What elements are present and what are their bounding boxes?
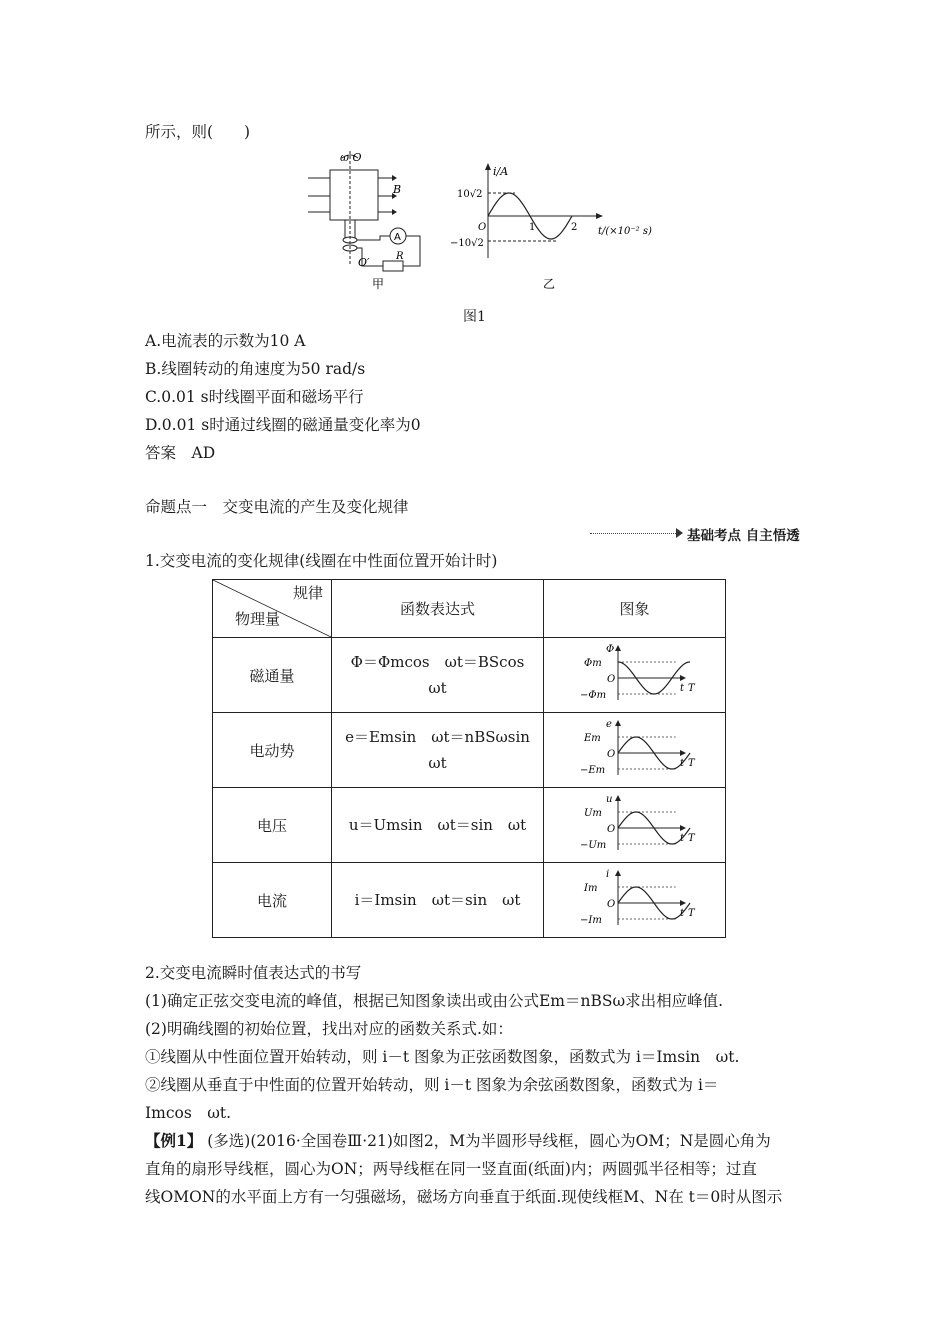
item2-line: Imcos ωt. — [145, 1104, 232, 1122]
section-title: 命题点一 交变电流的产生及变化规律 — [145, 498, 409, 516]
graph-label-T: T — [687, 683, 695, 694]
figure-left-label: 甲 — [372, 277, 385, 291]
row-formula: Φ＝Φmcos ωt＝BScos — [350, 653, 525, 671]
axis-arrow-icon — [615, 720, 621, 726]
resistor-label: R — [396, 251, 404, 262]
graph-label-max: Im — [583, 883, 597, 894]
o-prime-label: O′ — [358, 256, 370, 269]
graph-label-y: e — [605, 719, 612, 730]
row-formula: i＝Imsin ωt＝sin ωt — [354, 891, 521, 909]
banner-text: 基础考点 自主悟透 — [687, 528, 800, 544]
row-formula-cont: ωt — [428, 754, 447, 772]
header-rule: 规律 — [292, 584, 323, 602]
figure-right-label: 乙 — [543, 277, 556, 291]
y-min-label: −10√2 — [450, 238, 484, 249]
graph-label-t: t — [679, 908, 684, 919]
row-name: 电流 — [213, 863, 332, 938]
tick-1-label: 1 — [529, 222, 536, 233]
x-axis-label: t/(×10⁻² s) — [598, 226, 652, 237]
graph-label-max: Φm — [583, 658, 602, 669]
graph-label-T: T — [687, 833, 695, 844]
axis-arrow-icon — [615, 645, 621, 651]
graph-label-origin: O — [606, 674, 615, 685]
example-line: 线OMON的水平面上方有一匀强磁场，磁场方向垂直于纸面.现使线框M、N在 t＝0时从图示 — [145, 1188, 783, 1206]
y-axis-label: i/A — [493, 165, 509, 178]
origin-label: O — [478, 222, 487, 233]
item2-title: 2.交变电流瞬时值表达式的书写 — [145, 964, 362, 982]
graph-label-T: T — [687, 758, 695, 769]
item2-line: (1)确定正弦交变电流的峰值，根据已知图象读出或由公式Em＝nBSω求出相应峰值. — [145, 992, 724, 1010]
axis-arrow-icon — [680, 825, 686, 831]
axis-arrow-icon — [680, 750, 686, 756]
row-formula: e＝Emsin ωt＝nBSωsin — [345, 728, 530, 746]
option-b: B.线圈转动的角速度为50 rad/s — [145, 360, 366, 378]
table-row — [213, 713, 726, 788]
table-row — [213, 788, 726, 863]
graph-label-t: t — [679, 683, 684, 694]
table-row — [213, 863, 726, 938]
example-label: 【例1】 — [145, 1131, 203, 1150]
row-graph — [579, 867, 695, 929]
graph-label-t: t — [679, 833, 684, 844]
graph-label-max: Em — [583, 733, 601, 744]
option-c: C.0.01 s时线圈平面和磁场平行 — [145, 388, 364, 406]
graph-label-origin: O — [606, 824, 615, 835]
row-name: 电动势 — [213, 713, 332, 788]
omega-o-label: ω O — [340, 151, 362, 164]
arrow-icon — [676, 528, 683, 538]
table-row — [213, 638, 726, 713]
answer: 答案 AD — [145, 444, 216, 462]
axis-arrow-icon — [680, 900, 686, 906]
y-max-label: 10√2 — [457, 189, 483, 200]
row-name: 磁通量 — [213, 638, 332, 713]
axis-arrow-icon — [615, 795, 621, 801]
row-formula: u＝Umsin ωt＝sin ωt — [348, 816, 527, 834]
header-quantity: 物理量 — [235, 610, 281, 628]
axis-arrow-icon — [615, 870, 621, 876]
graph-label-min: −Em — [579, 765, 605, 776]
graph-label-y: i — [605, 869, 609, 880]
section-banner — [590, 524, 805, 544]
law-table — [212, 579, 726, 938]
header-diagonal-cell — [213, 580, 332, 638]
graph-label-T: T — [687, 908, 695, 919]
graph-label-min: −Φm — [579, 690, 606, 701]
example-line: (多选)(2016·全国卷Ⅲ·21)如图2，M为半圆形导线框，圆心为OM；N是圆心角为 — [207, 1132, 771, 1150]
graph-label-min: −Um — [579, 840, 606, 851]
figure-1 — [300, 148, 650, 298]
coil — [330, 170, 378, 220]
row-graph — [579, 792, 695, 854]
b-label: B — [393, 183, 402, 196]
ammeter-label: A — [394, 232, 401, 243]
graph-label-min: −Im — [579, 915, 602, 926]
item2-line: ②线圈从垂直于中性面的位置开始转动，则 i－t 图象为余弦函数图象，函数式为 i＝ — [145, 1076, 719, 1094]
graph-label-max: Um — [583, 808, 602, 819]
current-graph — [488, 168, 598, 258]
graph-label-t: t — [679, 758, 684, 769]
header-graph: 图象 — [544, 580, 726, 638]
graph-label-y: Φ — [605, 644, 614, 655]
resistor — [383, 261, 403, 271]
row-graph — [579, 642, 695, 704]
header-formula: 函数表达式 — [332, 580, 544, 638]
graph-label-origin: O — [606, 899, 615, 910]
graph-label-origin: O — [606, 749, 615, 760]
intro-text: 所示，则( ) — [145, 123, 251, 141]
option-d: D.0.01 s时通过线圈的磁通量变化率为0 — [145, 416, 421, 434]
row-name: 电压 — [213, 788, 332, 863]
tick-2-label: 2 — [571, 222, 578, 233]
row-graph — [579, 717, 695, 779]
item1-title: 1.交变电流的变化规律(线圈在中性面位置开始计时) — [145, 552, 498, 570]
row-formula-cont: ωt — [428, 679, 447, 697]
graph-label-y: u — [605, 794, 612, 805]
example-line: 直角的扇形导线框，圆心为ON；两导线框在同一竖直面(纸面)内；两圆弧半径相等；过直 — [145, 1160, 757, 1178]
figure-caption: 图1 — [463, 309, 486, 325]
axis-arrow-icon — [680, 675, 686, 681]
item2-line: (2)明确线圈的初始位置，找出对应的函数关系式.如： — [145, 1020, 513, 1038]
option-a: A.电流表的示数为10 A — [145, 332, 306, 350]
item2-line: ①线圈从中性面位置开始转动，则 i－t 图象为正弦函数图象，函数式为 i＝Imsin ωt. — [145, 1048, 740, 1066]
